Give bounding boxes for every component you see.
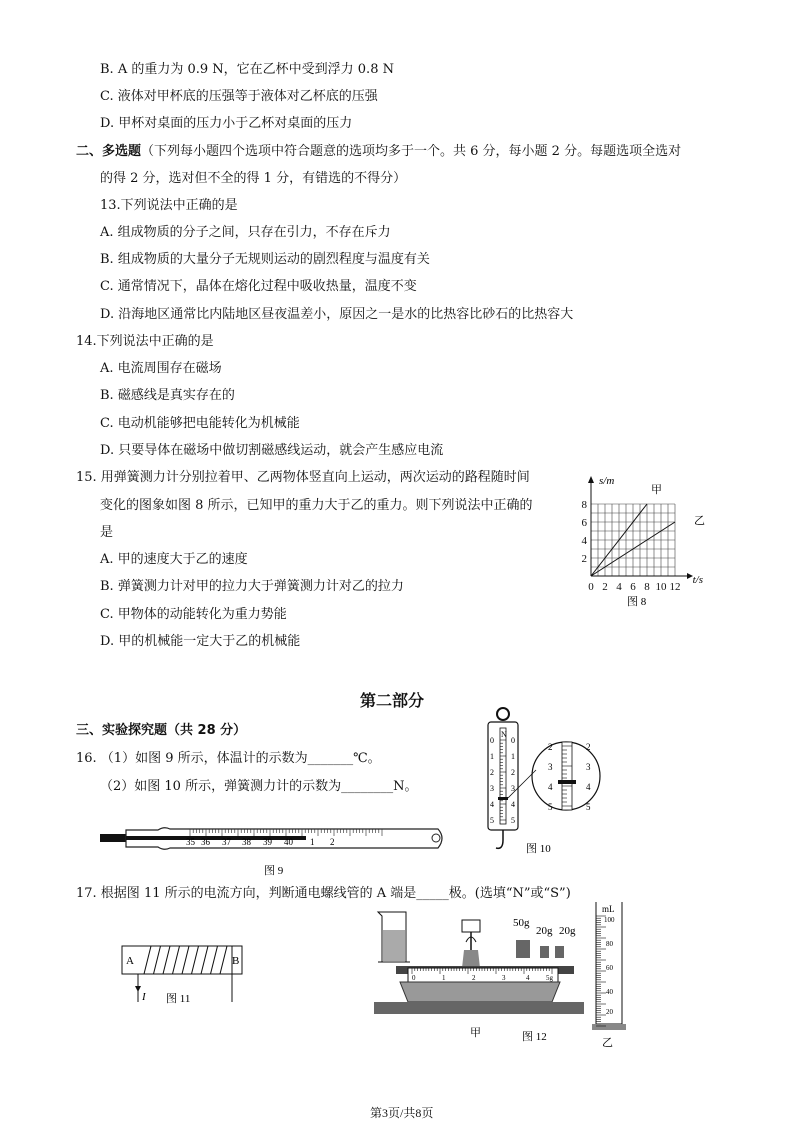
scale-0: 0 bbox=[412, 974, 416, 982]
scale-4-left: 4 bbox=[490, 800, 494, 809]
scale-1: 1 bbox=[442, 974, 446, 982]
figure-12-apparatus bbox=[366, 902, 630, 1052]
figure-10-spring-scale bbox=[476, 704, 606, 860]
weight-20g-label-1: 20g bbox=[536, 925, 553, 937]
y-tick-label: 6 bbox=[581, 517, 587, 529]
tick-37: 37 bbox=[222, 837, 231, 847]
q15-option-d: D. 甲的机械能一定大于乙的机械能 bbox=[100, 634, 301, 649]
thermometer-bulb bbox=[100, 834, 126, 842]
scale-0-left: 0 bbox=[490, 736, 494, 745]
balance-foot bbox=[374, 1002, 584, 1014]
section3-title: 三、实验探究题（共 28 分） bbox=[76, 723, 247, 738]
scale-slot bbox=[500, 728, 506, 824]
label-yi: 乙 bbox=[602, 1037, 613, 1049]
figure-9-thermometer bbox=[98, 820, 450, 878]
figure-8-graph bbox=[575, 465, 705, 615]
tick-41: 1 bbox=[310, 837, 315, 847]
section2-title: 二、多选题 bbox=[76, 144, 142, 159]
x-tick-label: 12 bbox=[669, 581, 681, 593]
scale-1-left: 1 bbox=[490, 752, 494, 761]
q15-option-c: C. 甲物体的动能转化为重力势能 bbox=[100, 607, 287, 622]
cyl-20: 20 bbox=[606, 1008, 613, 1016]
tick-38: 38 bbox=[242, 837, 251, 847]
q15-option-a: A. 甲的速度大于乙的速度 bbox=[100, 552, 248, 567]
tick-42: 2 bbox=[330, 837, 335, 847]
scale-5: 5g bbox=[546, 974, 553, 982]
scale-5-right: 5 bbox=[511, 816, 515, 825]
zoom-3-left: 3 bbox=[548, 762, 553, 772]
scale-4-right: 4 bbox=[511, 800, 515, 809]
tick-39: 39 bbox=[263, 837, 272, 847]
q14-option-a: A. 电流周围存在磁场 bbox=[100, 361, 222, 376]
series-label-yi: 乙 bbox=[694, 515, 705, 527]
scale-hook bbox=[496, 840, 503, 848]
scale-3: 3 bbox=[502, 974, 506, 982]
x-tick-label: 4 bbox=[616, 581, 622, 593]
figure-11-caption: 图 11 bbox=[166, 993, 191, 1005]
q13-option-a: A. 组成物质的分子之间，只存在引力，不存在斥力 bbox=[100, 225, 391, 240]
cyl-40: 40 bbox=[606, 988, 613, 996]
q15-option-b: B. 弹簧测力计对甲的拉力大于弹簧测力计对乙的拉力 bbox=[100, 579, 404, 594]
q14-option-d: D. 只要导体在磁场中做切割磁感线运动，就会产生感应电流 bbox=[100, 443, 444, 458]
scale-3-right: 3 bbox=[511, 784, 515, 793]
series-label-jia: 甲 bbox=[651, 484, 662, 496]
figure-8-caption: 图 8 bbox=[627, 596, 647, 608]
zoom-2-left: 2 bbox=[548, 742, 553, 752]
cylinder-unit: mL bbox=[602, 904, 615, 914]
figure-10-caption: 图 10 bbox=[526, 843, 551, 855]
weight-20g-label-2: 20g bbox=[559, 925, 576, 937]
section2-heading bbox=[76, 143, 681, 161]
zoom-pointer bbox=[558, 780, 576, 784]
scale-5-left: 5 bbox=[490, 816, 494, 825]
scale-1-right: 1 bbox=[511, 752, 515, 761]
weight-20g-1 bbox=[540, 946, 549, 958]
weight-50g-label: 50g bbox=[513, 917, 530, 929]
cyl-100: 100 bbox=[604, 916, 615, 924]
cyl-80: 80 bbox=[606, 940, 613, 948]
q14-option-c: C. 电动机能够把电能转化为机械能 bbox=[100, 416, 300, 431]
x-axis-label: t/s bbox=[692, 574, 703, 586]
q12-option-d: D. 甲杯对桌面的压力小于乙杯对桌面的压力 bbox=[100, 116, 353, 131]
cylinder-base bbox=[592, 1024, 626, 1030]
tick-36: 36 bbox=[201, 837, 210, 847]
y-tick-label: 4 bbox=[581, 535, 587, 547]
tick-40: 40 bbox=[284, 837, 293, 847]
part-two-title: 第二部分 bbox=[360, 691, 425, 710]
scale-0-right: 0 bbox=[511, 736, 515, 745]
section2-desc-2: 的得 2 分，选对但不全的得 1 分，有错选的不得分） bbox=[100, 171, 407, 186]
end-a-label: A bbox=[126, 955, 134, 967]
cyl-60: 60 bbox=[606, 964, 613, 972]
q13-option-c: C. 通常情况下，晶体在熔化过程中吸收热量，温度不变 bbox=[100, 279, 417, 294]
q16-part2: （2）如图 10 所示，弹簧测力计的示数为________N。 bbox=[100, 779, 418, 794]
balance-indicator bbox=[462, 920, 480, 932]
zoom-4-left: 4 bbox=[548, 782, 553, 792]
q12-option-c: C. 液体对甲杯底的压强等于液体对乙杯底的压强 bbox=[100, 89, 378, 104]
scale-2: 2 bbox=[472, 974, 476, 982]
mercury-column bbox=[126, 836, 306, 840]
q15-stem-2: 变化的图象如图 8 所示，已知甲的重力大于乙的重力。则下列说法中正确的 bbox=[100, 498, 533, 513]
y-axis-arrow bbox=[588, 476, 594, 483]
y-axis-label: s/m bbox=[599, 475, 615, 487]
scale-3-left: 3 bbox=[490, 784, 494, 793]
q13-stem: 13.下列说法中正确的是 bbox=[100, 198, 238, 213]
weight-20g-2 bbox=[555, 946, 564, 958]
x-tick-label: 0 bbox=[588, 581, 594, 593]
zoom-3-right: 3 bbox=[586, 762, 591, 772]
y-tick-label: 2 bbox=[581, 553, 587, 565]
zoom-4-right: 4 bbox=[586, 782, 591, 792]
q14-stem: 14.下列说法中正确的是 bbox=[76, 334, 214, 349]
scale-unit: N bbox=[501, 730, 507, 739]
scale-2-left: 2 bbox=[490, 768, 494, 777]
balance-center bbox=[462, 950, 480, 968]
scale-pointer bbox=[498, 797, 508, 800]
scale-ring bbox=[497, 708, 509, 720]
q12-option-b: B. A 的重力为 0.9 N，它在乙杯中受到浮力 0.8 N bbox=[100, 62, 394, 77]
zoom-5-left: 5 bbox=[548, 802, 553, 812]
y-tick-label: 8 bbox=[581, 499, 587, 511]
section2-desc: （下列每小题四个选项中符合题意的选项均多于一个。共 6 分，每小题 2 分。每题选项全选对 bbox=[141, 144, 682, 159]
balance-base bbox=[400, 982, 560, 1002]
scale-4: 4 bbox=[526, 974, 530, 982]
label-jia: 甲 bbox=[470, 1027, 481, 1039]
figure-9-caption: 图 9 bbox=[264, 865, 284, 877]
q13-option-d: D. 沿海地区通常比内陆地区昼夜温差小，原因之一是水的比热容比砂石的比热容大 bbox=[100, 307, 574, 322]
zoom-slot bbox=[562, 742, 572, 810]
current-arrow bbox=[135, 986, 141, 992]
weight-50g bbox=[516, 940, 530, 958]
x-tick-label: 2 bbox=[602, 581, 608, 593]
figure-12-caption: 图 12 bbox=[522, 1031, 547, 1043]
q16-part1: 16. （1）如图 9 所示，体温计的示数为_______℃。 bbox=[76, 751, 381, 766]
q14-option-b: B. 磁感线是真实存在的 bbox=[100, 388, 235, 403]
x-tick-label: 8 bbox=[644, 581, 650, 593]
x-tick-label: 6 bbox=[630, 581, 636, 593]
zoom-2-right: 2 bbox=[586, 742, 591, 752]
page-footer: 第3页/共8页 bbox=[370, 1106, 434, 1120]
beaker-liquid bbox=[383, 930, 405, 961]
scale-2-right: 2 bbox=[511, 768, 515, 777]
end-b-label: B bbox=[232, 955, 240, 967]
current-label: I bbox=[142, 991, 146, 1003]
q15-stem-1: 15. 用弹簧测力计分别拉着甲、乙两物体竖直向上运动，两次运动的路程随时间 bbox=[76, 470, 530, 485]
q13-option-b: B. 组成物质的大量分子无规则运动的剧烈程度与温度有关 bbox=[100, 252, 430, 267]
q17-stem: 17. 根据图 11 所示的电流方向，判断通电螺线管的 A 端是_____极。(选填“N”或“S”) bbox=[76, 886, 571, 901]
figure-11-solenoid bbox=[118, 940, 248, 1040]
zoom-5-right: 5 bbox=[586, 802, 591, 812]
x-tick-label: 10 bbox=[655, 581, 667, 593]
tick-35: 35 bbox=[186, 837, 195, 847]
q15-stem-3: 是 bbox=[100, 525, 114, 540]
